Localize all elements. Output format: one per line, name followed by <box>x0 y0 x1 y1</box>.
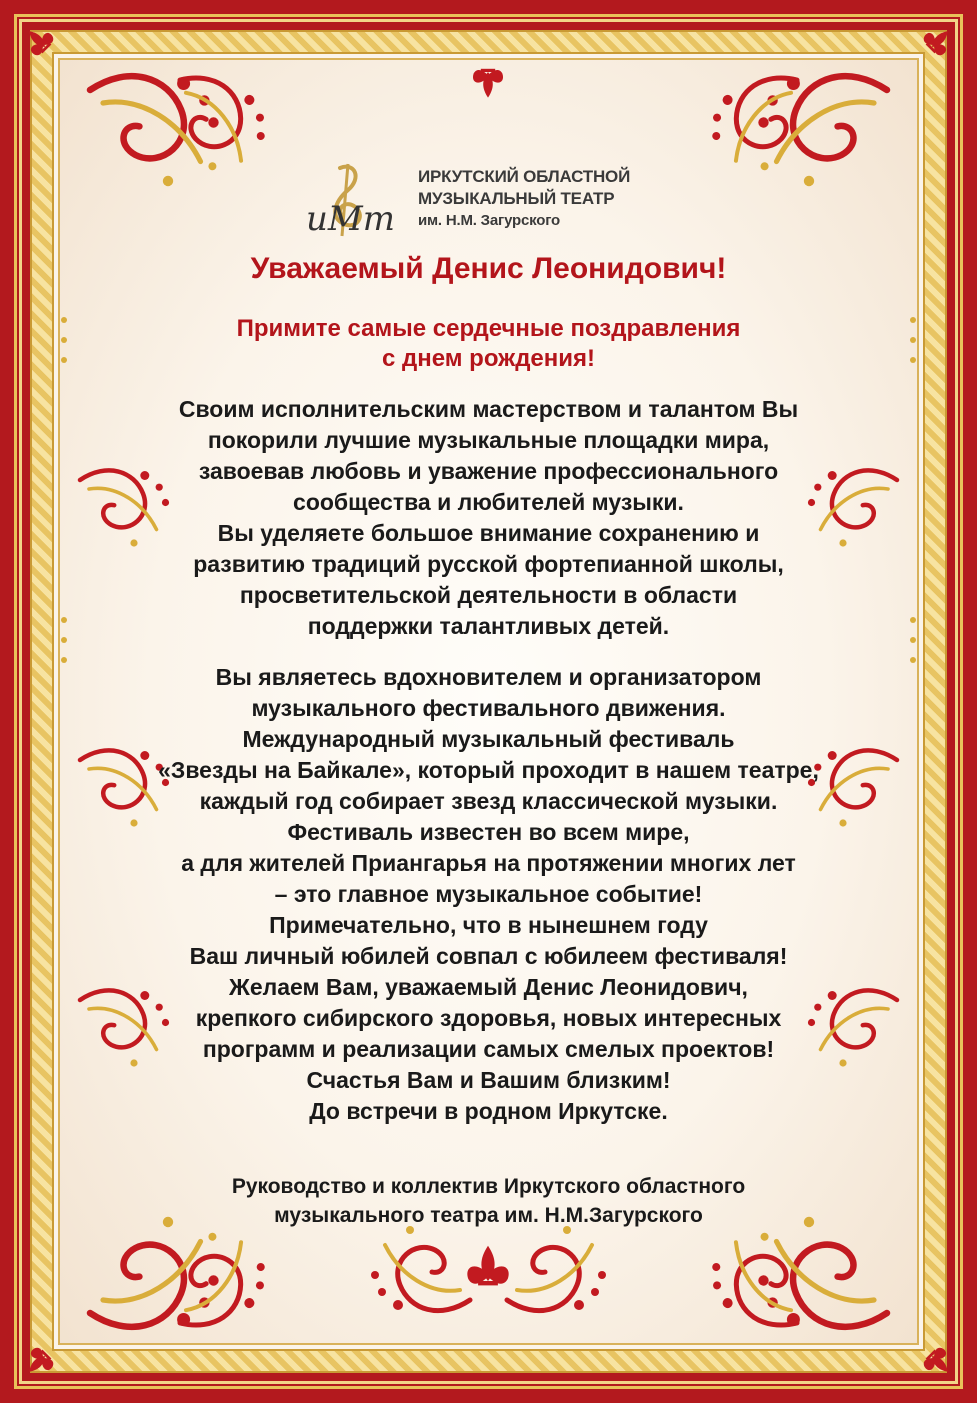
paragraph-1 <box>90 394 887 642</box>
text-line: развитию традиций русской фортепианной школы, <box>193 551 784 577</box>
theatre-logo <box>300 160 660 240</box>
text-line: покорили лучшие музыкальные площадки мира, <box>207 427 770 453</box>
text-line: каждый год собирает звезд классической музыки. <box>199 788 778 814</box>
text-line: Международный музыкальный фестиваль <box>242 726 735 752</box>
text-line: Своим исполнительским мастерством и талантом Вы <box>178 396 799 422</box>
text-line: сообщества и любителей музыки. <box>293 489 684 515</box>
text-line: – это главное музыкальное событие! <box>274 881 703 907</box>
fleur-de-lis-icon <box>473 69 503 98</box>
fleur-de-lis-icon <box>467 1246 508 1286</box>
text-line: Фестиваль известен во всем мире, <box>287 819 690 845</box>
text-line: поддержки талантливых детей. <box>307 613 670 639</box>
paragraph-2 <box>90 662 887 1127</box>
signature-line-2: музыкального театра им. Н.М.Загурского <box>274 1204 703 1227</box>
logo-line-2: МУЗЫКАЛЬНЫЙ ТЕАТР <box>418 189 615 208</box>
signature-line-1: Руководство и коллектив Иркутского областного <box>231 1175 746 1198</box>
subgreeting-line-2: с днем рождения! <box>381 345 596 372</box>
text-line: До встречи в родном Иркутске. <box>309 1098 668 1124</box>
subgreeting-line-1: Примите самые сердечные поздравления <box>236 315 741 342</box>
text-line: завоевав любовь и уважение профессионального <box>198 458 779 484</box>
text-line: Счастья Вам и Вашим близким! <box>306 1067 671 1093</box>
text-line: программ и реализации самых смелых проектов! <box>202 1036 775 1062</box>
text-line: просветительской деятельности в области <box>239 582 738 608</box>
text-line: Ваш личный юбилей совпал с юбилеем фестиваля! <box>189 943 788 969</box>
text-line: Желаем Вам, уважаемый Денис Леонидович, <box>229 974 748 1000</box>
text-line: Вы являетесь вдохновителем и организатором <box>215 664 762 690</box>
treble-clef-icon <box>300 160 410 240</box>
text-line: крепкого сибирского здоровья, новых интересных <box>195 1005 782 1031</box>
svg-text:иМт: иМт <box>306 199 395 239</box>
text-line: музыкального фестивального движения. <box>251 695 726 721</box>
text-line: «Звезды на Байкале», который проходит в нашем театре, <box>158 757 819 783</box>
logo-line-1: ИРКУТСКИЙ ОБЛАСТНОЙ <box>418 167 631 186</box>
greeting-heading: Уважаемый Денис Леонидович! <box>250 252 727 285</box>
text-line: Примечательно, что в нынешнем году <box>269 912 708 938</box>
signature <box>90 1172 887 1230</box>
text-line: а для жителей Приангарья на протяжении многих лет <box>181 850 796 876</box>
logo-line-3: им. Н.М. Загурского <box>418 212 561 229</box>
subgreeting <box>80 314 897 374</box>
text-line: Вы уделяете большое внимание сохранению и <box>217 520 760 546</box>
